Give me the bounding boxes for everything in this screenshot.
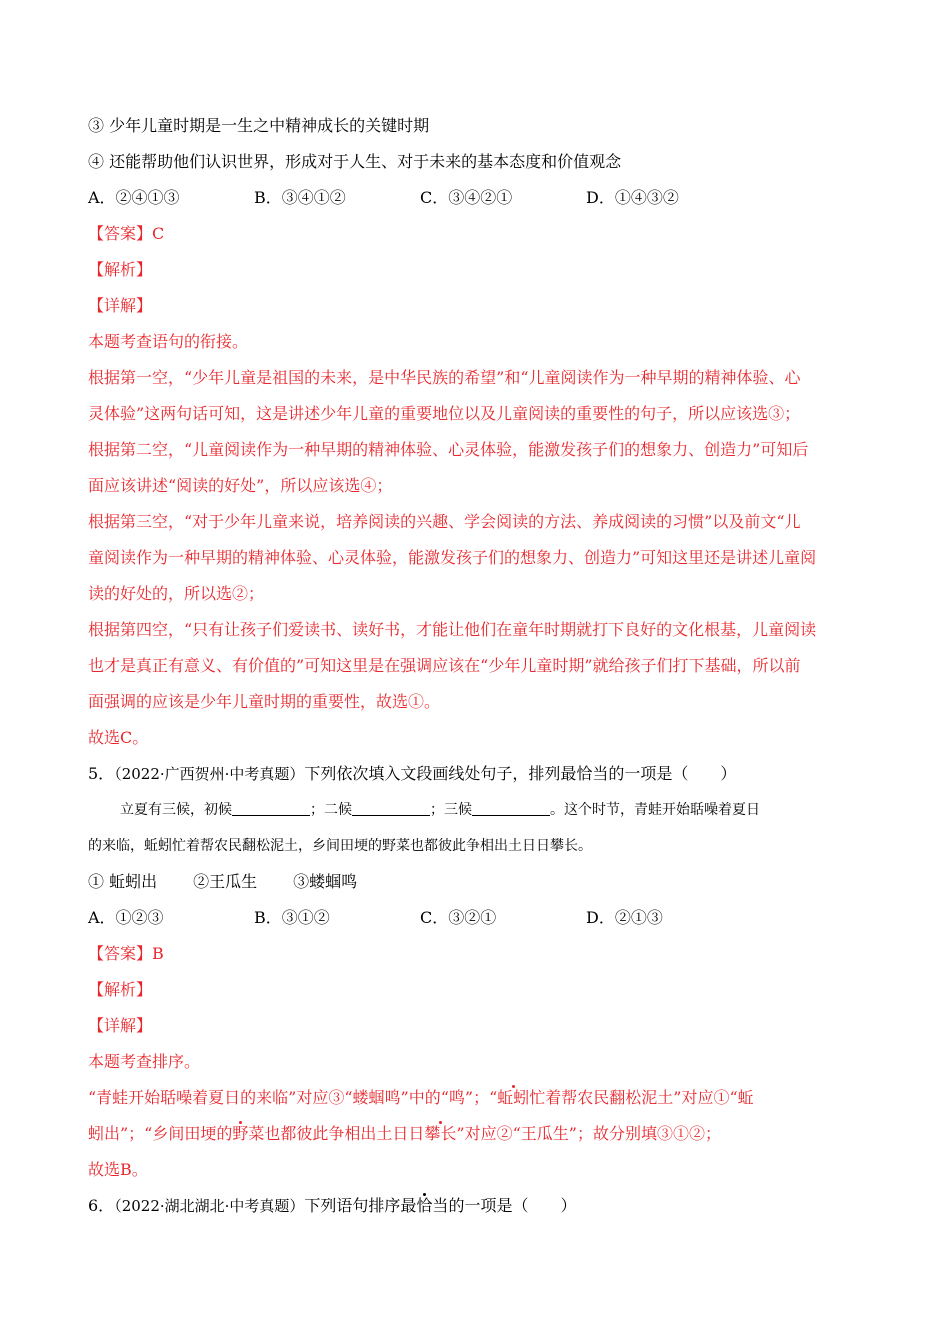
dotted-text: 攀长 (424, 1124, 457, 1143)
detail-tag: 【详解】 (88, 1016, 153, 1035)
question-6-stem (88, 1188, 863, 1224)
answer-tag: 【答案】 (88, 224, 153, 243)
question-source: （2022·湖北湖北·中考真题） (114, 1197, 305, 1215)
explanation-line (88, 1080, 863, 1116)
dotted-text: 野 (232, 1124, 249, 1143)
answer-value: B (152, 944, 164, 963)
explanation-line: 也才是真正有意义、有价值的”可知这里是在强调应该在“少年儿童时期”就给孩子们打下基础，所以前 (88, 656, 801, 675)
option-d: D．②①③ (586, 908, 663, 927)
question-number: 6． (88, 1196, 115, 1215)
conclusion-line: 故选B。 (88, 1160, 148, 1179)
choice-row (88, 864, 863, 900)
passage-text: 立夏有三候，初候 (120, 802, 232, 818)
passage-line: 的来临，蚯蚓忙着帮农民翻松泥土，乡间田埂的野菜也都彼此争相出土日日攀长。 (88, 838, 592, 854)
explanation-line: 面强调的应该是少年儿童时期的重要性，故选①。 (88, 692, 441, 711)
blank-1 (232, 799, 310, 816)
explanation-line: 童阅读作为一种早期的精神体验、心灵体验，能激发孩子们的想象力、创造力”可知这里还是讲述儿童阅 (88, 548, 817, 567)
analysis-tag: 【解析】 (88, 260, 153, 279)
list-item: ③ 少年儿童时期是一生之中精神成长的关键时期 (88, 116, 430, 135)
choice-2: ②王瓜生 (193, 872, 258, 891)
dotted-text: 蚯蚓 (497, 1088, 530, 1107)
answer-line (88, 936, 863, 972)
analysis-tag: 【解析】 (88, 980, 153, 999)
document-page (88, 108, 863, 1224)
option-row (88, 900, 863, 936)
question-text: 下列语句排序 (304, 1196, 401, 1215)
explanation-line: 根据第三空，“对于少年儿童来说，培养阅读的兴趣、学会阅读的方法、养成阅读的习惯”以及前文“儿 (88, 512, 801, 531)
blank-2 (352, 799, 430, 816)
option-c: C．③④②① (420, 188, 513, 207)
option-a: A．①②③ (88, 908, 164, 927)
answer-tag: 【答案】 (88, 944, 153, 963)
dotted-text: 最恰当 (400, 1196, 449, 1215)
explanation-line: 根据第四空，“只有让孩子们爱读书、读好书，才能让他们在童年时期就打下良好的文化根基，儿童阅读 (88, 620, 817, 639)
explanation-text: 忙着帮农民翻松泥土”对应①“蚯 (529, 1088, 754, 1107)
option-b: B．③④①② (254, 188, 346, 207)
passage-text: ；三候 (430, 802, 472, 818)
conclusion-line: 故选C。 (88, 728, 149, 747)
passage-text: 。这个时节，青蛙开始聒噪着夏日 (550, 802, 760, 818)
explanation-line: 灵体验”这两句话可知，这是讲述少年儿童的重要地位以及儿童阅读的重要性的句子，所以应该选③； (88, 404, 801, 423)
passage-text: ；二候 (310, 802, 352, 818)
choice-1: ① 蚯蚓出 (88, 872, 158, 891)
passage-line (88, 792, 863, 828)
question-number: 5． (88, 764, 115, 783)
explanation-line: 根据第二空，“儿童阅读作为一种早期的精神体验、心灵体验，能激发孩子们的想象力、创造力”可知后 (88, 440, 809, 459)
explanation-line: 本题考查排序。 (88, 1052, 201, 1071)
question-source: （2022·广西贺州·中考真题） (114, 765, 305, 783)
option-c: C．③②① (420, 908, 497, 927)
question-text: 的一项是（ ） (448, 1196, 577, 1215)
explanation-text: 蚓出”；“乡间田埂的 (88, 1124, 233, 1143)
answer-line (88, 216, 863, 252)
question-5-stem (88, 756, 863, 792)
explanation-text: 菜也都彼此争相出土日日 (248, 1124, 425, 1143)
option-row (88, 180, 863, 216)
explanation-line: 面应该讲述“阅读的好处”，所以应该选④； (88, 476, 393, 495)
question-text: 下列依次填入文段画线处句子，排列最恰当的一项是（ ） (304, 764, 737, 783)
explanation-line (88, 1116, 863, 1152)
explanation-text: ”对应②“王瓜生”；故分别填③①②； (456, 1124, 721, 1143)
detail-tag: 【详解】 (88, 296, 153, 315)
list-item: ④ 还能帮助他们认识世界，形成对于人生、对于未来的基本态度和价值观念 (88, 152, 622, 171)
explanation-text: 对应③“蝼蝈鸣”中的“鸣”；“ (296, 1088, 498, 1107)
blank-3 (472, 799, 550, 816)
dotted-text: “青蛙开始聒噪着夏日的来临” (88, 1088, 297, 1107)
option-d: D．①④③② (586, 188, 679, 207)
explanation-line: 本题考查语句的衔接。 (88, 332, 249, 351)
choice-3: ③蝼蝈鸣 (293, 872, 358, 891)
answer-value: C (152, 224, 165, 243)
option-a: A．②④①③ (88, 188, 180, 207)
explanation-line: 根据第一空，“少年儿童是祖国的未来，是中华民族的希望”和“儿童阅读作为一种早期的精神体验、心 (88, 368, 801, 387)
option-b: B．③①② (254, 908, 330, 927)
explanation-line: 读的好处的，所以选②； (88, 584, 265, 603)
